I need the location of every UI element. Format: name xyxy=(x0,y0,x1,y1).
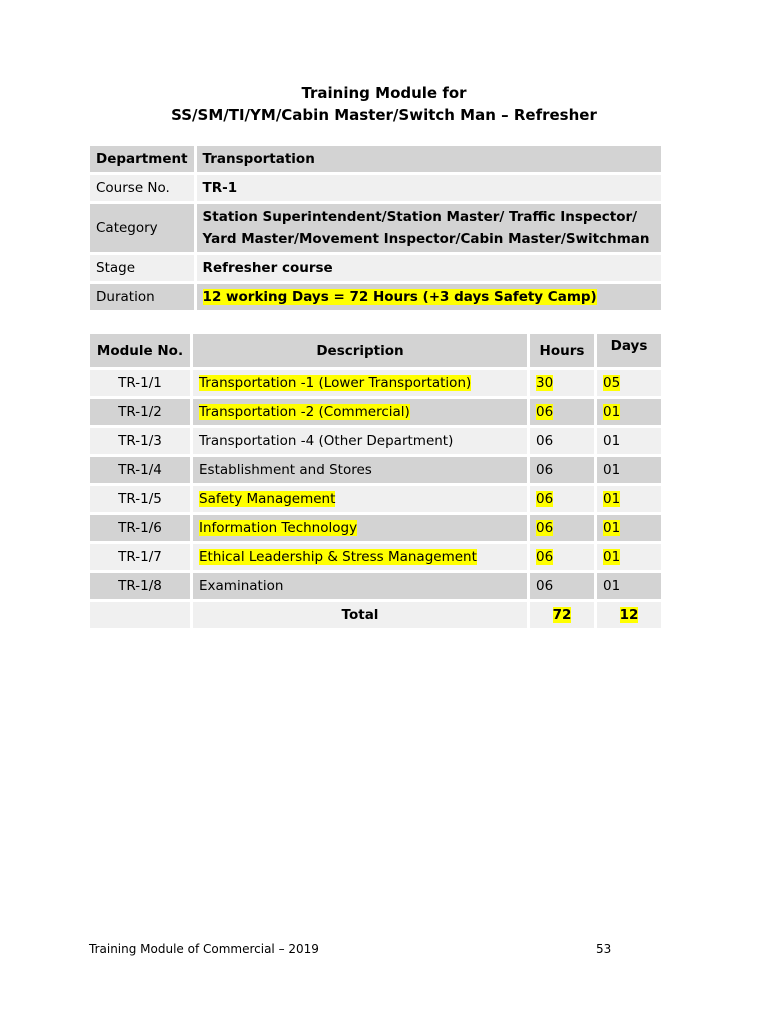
info-row-department xyxy=(90,146,661,172)
module-description xyxy=(193,515,527,541)
title-line-2: SS/SM/TI/YM/Cabin Master/Switch Man – Refresher xyxy=(171,106,597,124)
module-no: TR-1/3 xyxy=(90,428,190,454)
module-days xyxy=(597,515,661,541)
module-description xyxy=(193,544,527,570)
duration-highlight: 12 working Days = 72 Hours (+3 days Safety Camp) xyxy=(202,289,597,305)
total-hours-highlight: 72 xyxy=(552,607,572,623)
module-days: 01 xyxy=(597,428,661,454)
module-no: TR-1/8 xyxy=(90,573,190,599)
module-hours-highlight: 06 xyxy=(536,549,554,565)
module-description xyxy=(193,370,527,396)
category-value xyxy=(197,204,661,252)
module-days-highlight: 01 xyxy=(603,549,621,565)
duration-label: Duration xyxy=(90,284,194,310)
stage-label: Stage xyxy=(90,255,194,281)
category-label: Category xyxy=(90,204,194,252)
module-hours xyxy=(530,515,594,541)
module-description xyxy=(193,486,527,512)
module-hours-highlight: 06 xyxy=(536,491,554,507)
table-row xyxy=(90,370,661,396)
table-row xyxy=(90,399,661,425)
module-hours-highlight: 06 xyxy=(536,404,554,420)
header-description: Description xyxy=(193,334,527,367)
module-no: TR-1/7 xyxy=(90,544,190,570)
category-line-2: Yard Master/Movement Inspector/Cabin Master/Switchman xyxy=(202,231,650,247)
course-label: Course No. xyxy=(90,175,194,201)
module-description-highlight: Safety Management xyxy=(199,491,336,507)
module-days xyxy=(597,544,661,570)
module-days xyxy=(597,370,661,396)
header-days: Days xyxy=(597,334,661,367)
category-line-1: Station Superintendent/Station Master/ Traffic Inspector/ xyxy=(202,209,638,225)
total-days xyxy=(597,602,661,628)
module-description-highlight: Information Technology xyxy=(199,520,358,536)
page-number: 53 xyxy=(596,942,612,956)
header-module-no: Module No. xyxy=(90,334,190,367)
table-row xyxy=(90,457,661,483)
module-hours xyxy=(530,370,594,396)
module-days xyxy=(597,486,661,512)
course-value: TR-1 xyxy=(197,175,661,201)
modules-body xyxy=(90,370,661,599)
department-label: Department xyxy=(90,146,194,172)
module-days: 01 xyxy=(597,457,661,483)
module-description: Transportation -4 (Other Department) xyxy=(193,428,527,454)
module-no: TR-1/5 xyxy=(90,486,190,512)
title-line-1: Training Module for xyxy=(301,84,467,102)
module-no: TR-1/4 xyxy=(90,457,190,483)
module-description: Establishment and Stores xyxy=(193,457,527,483)
module-hours xyxy=(530,544,594,570)
course-info-table xyxy=(87,143,664,313)
module-days-highlight: 01 xyxy=(603,404,621,420)
module-hours: 06 xyxy=(530,428,594,454)
module-hours xyxy=(530,486,594,512)
total-row xyxy=(90,602,661,628)
modules-table xyxy=(87,331,664,631)
table-row xyxy=(90,515,661,541)
duration-value xyxy=(197,284,661,310)
module-days-highlight: 01 xyxy=(603,520,621,536)
module-hours-highlight: 06 xyxy=(536,520,554,536)
module-days-highlight: 01 xyxy=(603,491,621,507)
module-description xyxy=(193,399,527,425)
module-days: 01 xyxy=(597,573,661,599)
table-row xyxy=(90,486,661,512)
module-no: TR-1/6 xyxy=(90,515,190,541)
table-row xyxy=(90,573,661,599)
info-row-stage xyxy=(90,255,661,281)
table-row xyxy=(90,428,661,454)
module-description: Examination xyxy=(193,573,527,599)
total-label: Total xyxy=(193,602,527,628)
module-hours-highlight: 30 xyxy=(536,375,554,391)
module-hours: 06 xyxy=(530,457,594,483)
module-description-highlight: Transportation -1 (Lower Transportation) xyxy=(199,375,472,391)
total-hours xyxy=(530,602,594,628)
module-hours xyxy=(530,399,594,425)
footer-text: Training Module of Commercial – 2019 xyxy=(89,942,319,956)
module-no: TR-1/1 xyxy=(90,370,190,396)
department-value: Transportation xyxy=(197,146,661,172)
module-days-highlight: 05 xyxy=(603,375,621,391)
info-row-category xyxy=(90,204,661,252)
total-days-highlight: 12 xyxy=(619,607,639,623)
module-description-highlight: Transportation -2 (Commercial) xyxy=(199,404,410,420)
modules-header-row xyxy=(90,334,661,367)
module-days xyxy=(597,399,661,425)
header-hours: Hours xyxy=(530,334,594,367)
table-row xyxy=(90,544,661,570)
module-description-highlight: Ethical Leadership & Stress Management xyxy=(199,549,477,565)
stage-value: Refresher course xyxy=(197,255,661,281)
info-row-course xyxy=(90,175,661,201)
module-no: TR-1/2 xyxy=(90,399,190,425)
module-hours: 06 xyxy=(530,573,594,599)
total-empty-cell xyxy=(90,602,190,628)
info-row-duration xyxy=(90,284,661,310)
